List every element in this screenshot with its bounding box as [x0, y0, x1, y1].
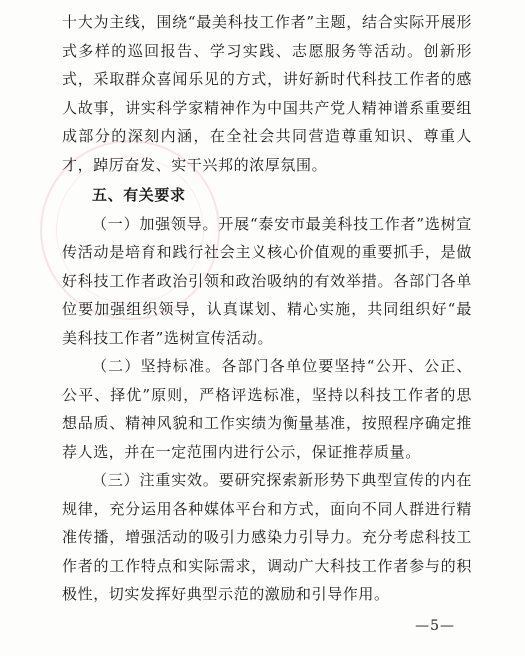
document-body	[62, 8, 472, 609]
requirement-standards: （二）坚持标准。各部门各单位要坚持“公开、公正、公平、择优”原则，严格评选标准，坚持以科技工作者的思想品质、精神风貌和工作实绩为衡量基准，按照程序确定推荐人选，并在一定范围内进行公示，保证推荐质量。	[62, 357, 472, 461]
requirement-effectiveness: （三）注重实效。要研究探索新形势下典型宣传的内在规律，充分运用各种媒体平台和方式，面向不同人群进行精准传播，增强活动的吸引力感染力引导力。充分考虑科技工作者的工作特点和实际需求，调动广大科技工作者参与的积极性，切实发挥好典型示范的激励和引导作用。	[62, 471, 472, 603]
page-number: —5—	[415, 618, 455, 634]
paragraph-intro-continued: 十大为主线，围绕“最美科技工作者”主题，结合实际开展形式多样的巡回报告、学习实践、志愿服务等活动。创新形式，采取群众喜闻乐见的方式，讲好新时代科技工作者的感人故事，讲实科学家精神作为中国共产党人精神谱系重要组成部分的深刻内涵，在全社会共同营造尊重知识、尊重人才，踔厉奋发、实干兴邦的浓厚氛围。	[62, 13, 472, 174]
requirement-leadership: （一）加强领导。开展“泰安市最美科技工作者”选树宣传活动是培育和践行社会主义核心价值观的重要抓手，是做好科技工作者政治引领和政治吸纳的有效举措。各部门各单位要加强组织领导，认真谋划、精心实施，共同组织好“最美科技工作者”选树宣传活动。	[62, 214, 472, 347]
section-heading-requirements: 五、有关要求	[92, 186, 186, 204]
